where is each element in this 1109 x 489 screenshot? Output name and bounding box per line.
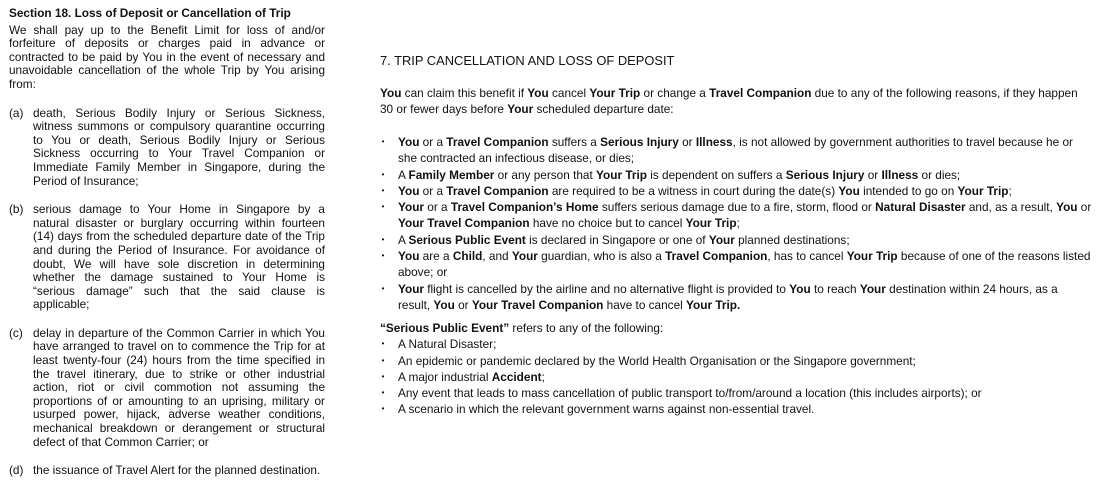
text-run: , and [482, 249, 512, 264]
reason-text [398, 233, 850, 247]
text-run: refers to any of the following: [509, 320, 664, 335]
defined-term: Illness [881, 167, 919, 182]
text-run: or [864, 167, 882, 182]
clause-item [9, 203, 325, 312]
text-run: planned destinations; [734, 232, 850, 247]
section-intro: We shall pay up to the Benefit Limit for loss of and/or forfeiture of deposits or charges paid in advance or contracted to be paid by You in the event of necessary and unavoidable cancellation of the whole Trip by You arising from: [9, 22, 325, 91]
defined-term: You [398, 183, 420, 198]
definition-item [380, 401, 1092, 417]
bullet-marker: • [381, 283, 385, 293]
definition-text [398, 370, 545, 384]
defined-term: You [398, 134, 420, 149]
text-run: or any person that [494, 167, 597, 182]
text-run: or change a [640, 86, 710, 100]
defined-term: Your Travel Companion [398, 216, 530, 231]
definition-list [380, 336, 1092, 417]
defined-term: You [527, 86, 549, 100]
defined-term: Natural Disaster [875, 200, 966, 215]
bullet-marker: • [381, 136, 385, 146]
text-run: A major industrial [398, 369, 492, 384]
text-run: , has to cancel [767, 249, 847, 264]
bullet-marker: • [381, 202, 385, 212]
text-run: and, as a result, [965, 200, 1057, 215]
defined-term: Your Trip [596, 167, 647, 182]
text-run: An epidemic or pandemic declared by the World Health Organisation or the Singapore government; [398, 353, 916, 368]
bullet-marker: • [381, 355, 385, 365]
defined-term: Travel Companion [665, 249, 768, 264]
reason-text [398, 135, 1073, 165]
clause-text: death, Serious Bodily Injury or Serious Sickness, witness summons or compulsory quarantine occurring to You or death, Serious Bodily Injury or Serious Sickness occurring to Your Travel Companion or Immediate Family Member in Singapore, during the Period of Insurance; [33, 105, 325, 188]
benefit-heading: 7. TRIP CANCELLATION AND LOSS OF DEPOSIT [380, 53, 675, 68]
text-run: or a [419, 134, 447, 149]
defined-term: Serious Public Event [408, 232, 526, 247]
clause-item [9, 327, 325, 449]
reason-text [398, 249, 1090, 279]
defined-term: Serious Injury [600, 134, 679, 149]
text-run: scheduled departure date: [533, 102, 674, 117]
defined-term: Your [398, 200, 424, 215]
defined-term: Your [507, 102, 534, 117]
defined-term: Your Trip [957, 183, 1009, 198]
policy-benefit-7 [380, 53, 1092, 418]
definition-item [380, 336, 1092, 352]
clause-text: delay in departure of the Common Carrier in which You have arranged to travel on to commence the Trip for at least twenty-four (24) hours from the time specified in the travel itinerary, due to strike or other industrial action, riot or civil commotion not assuming the proportions of or amounting to an uprising, military or usurped power, hijack, adverse weather conditions, mechanical breakdown or derangement or structural defect of that Common Carrier; or [33, 325, 325, 449]
defined-term: Your [398, 281, 424, 296]
clause-label: (a) [9, 105, 24, 120]
defined-term: “Serious Public Event” [380, 320, 510, 335]
text-run: or [678, 134, 696, 149]
defined-term: You [789, 281, 811, 296]
policy-section-18 [9, 7, 325, 478]
clause-label: (c) [9, 325, 23, 340]
defined-term: You [380, 86, 402, 100]
text-run: are a [419, 249, 453, 264]
defined-term: Your Trip [846, 249, 898, 264]
defined-term: Child [452, 249, 483, 264]
text-run: or [454, 297, 472, 312]
section-title: Section 18. Loss of Deposit or Cancellation of Trip [9, 6, 291, 20]
text-run: guardian, who is also a [537, 249, 666, 264]
defined-term: Accident [491, 369, 542, 384]
text-run: or dies; [918, 167, 961, 182]
serious-public-event-definition [380, 320, 1092, 336]
text-run: destination within 24 hours, as a result, [398, 281, 1058, 312]
text-run: A [398, 167, 409, 182]
reasons-list [380, 134, 1092, 313]
text-run: flight is cancelled by the airline and no alternative flight is provided to [424, 281, 790, 296]
definition-text [398, 402, 814, 416]
text-run: to reach [810, 281, 860, 296]
bullet-marker: • [381, 169, 385, 179]
definition-text [398, 354, 916, 368]
text-run: ; [1008, 183, 1012, 198]
defined-term: You [398, 249, 420, 264]
text-run: A [398, 232, 409, 247]
text-run: , is not allowed by government authorities to travel because he or she contracted an infectious disease, or dies; [398, 134, 1073, 166]
text-run: have no choice but to cancel [529, 216, 686, 231]
defined-term: Your Travel Companion [471, 297, 604, 312]
definition-text [398, 386, 982, 400]
clause-item [9, 107, 325, 189]
text-run: A scenario in which the relevant government warns against non-essential travel. [398, 402, 815, 417]
defined-term: You [838, 183, 860, 198]
bullet-marker: • [381, 234, 385, 244]
definition-item [380, 353, 1092, 369]
reason-item [380, 167, 1092, 183]
clause-text: the issuance of Travel Alert for the planned destination. [33, 463, 321, 478]
clause-text: serious damage to Your Home in Singapore by a natural disaster or burglary occurring within fourteen (14) days from the scheduled departure date of the Trip and during the Period of Insurance. For avoidance of doubt, We will have sole discretion in determining whether the damage sustained to Your Home is “serious damage” such that the said clause is applicable; [33, 202, 325, 312]
defined-term: Illness [695, 134, 733, 149]
text-run: A Natural Disaster; [398, 337, 497, 352]
reason-item [380, 248, 1092, 281]
defined-term: Your [511, 249, 538, 264]
definition-item [380, 385, 1092, 401]
text-run: intended to go on [859, 183, 958, 198]
defined-term: Travel Companion [709, 86, 812, 100]
text-run: suffers serious damage due to a fire, storm, flood or [598, 200, 876, 215]
bullet-marker: • [381, 251, 385, 261]
defined-term: Your Trip [589, 86, 641, 100]
defined-term: Travel Companion’s Home [450, 200, 599, 215]
defined-term: Your Trip [685, 216, 737, 231]
clause-label: (d) [9, 463, 24, 478]
reason-item [380, 134, 1092, 167]
reason-item [380, 232, 1092, 248]
text-run: suffers a [548, 134, 601, 149]
text-run: because of one of the reasons listed above; or [398, 249, 1091, 280]
reason-text [398, 168, 960, 182]
reason-text [398, 200, 1091, 230]
defined-term: Your Trip. [686, 297, 741, 312]
text-run: can claim this benefit if [401, 86, 528, 100]
defined-term: Travel Companion [446, 134, 549, 149]
bullet-marker: • [381, 371, 385, 381]
bullet-marker: • [381, 388, 385, 398]
clause-item [9, 464, 325, 478]
defined-term: Travel Companion [446, 183, 549, 198]
bullet-marker: • [381, 185, 385, 195]
text-run: Any event that leads to mass cancellation of public transport to/from/around a location (this includes airports); or [398, 386, 982, 401]
text-run: or a [424, 200, 451, 215]
definition-text [398, 337, 496, 351]
text-run: is declared in Singapore or one of [525, 232, 709, 247]
benefit-intro [380, 85, 1092, 118]
reason-item [380, 199, 1092, 232]
defined-term: You [433, 297, 455, 312]
text-run: cancel [548, 86, 590, 100]
defined-term: Serious Injury [785, 167, 865, 182]
clause-label: (b) [9, 202, 24, 217]
reason-item [380, 183, 1092, 199]
defined-term: Your [859, 281, 886, 296]
defined-term: You [1056, 200, 1078, 215]
text-run: or a [419, 183, 447, 198]
defined-term: Family Member [408, 167, 495, 182]
definition-item [380, 369, 1092, 385]
text-run: are required to be a witness in court during the date(s) [548, 183, 839, 198]
defined-term: Your [708, 232, 735, 247]
text-run: ; [736, 216, 740, 231]
bullet-marker: • [381, 339, 385, 349]
text-run: or [1077, 200, 1092, 215]
bullet-marker: • [381, 404, 385, 414]
text-run: due to any of the following reasons, if they happen 30 or fewer days before [380, 86, 1078, 117]
reason-text [398, 184, 1012, 198]
text-run: ; [541, 369, 545, 384]
text-run: have to cancel [603, 297, 687, 312]
reason-text [398, 282, 1058, 312]
text-run: is dependent on suffers a [646, 167, 786, 182]
reason-item [380, 281, 1092, 314]
